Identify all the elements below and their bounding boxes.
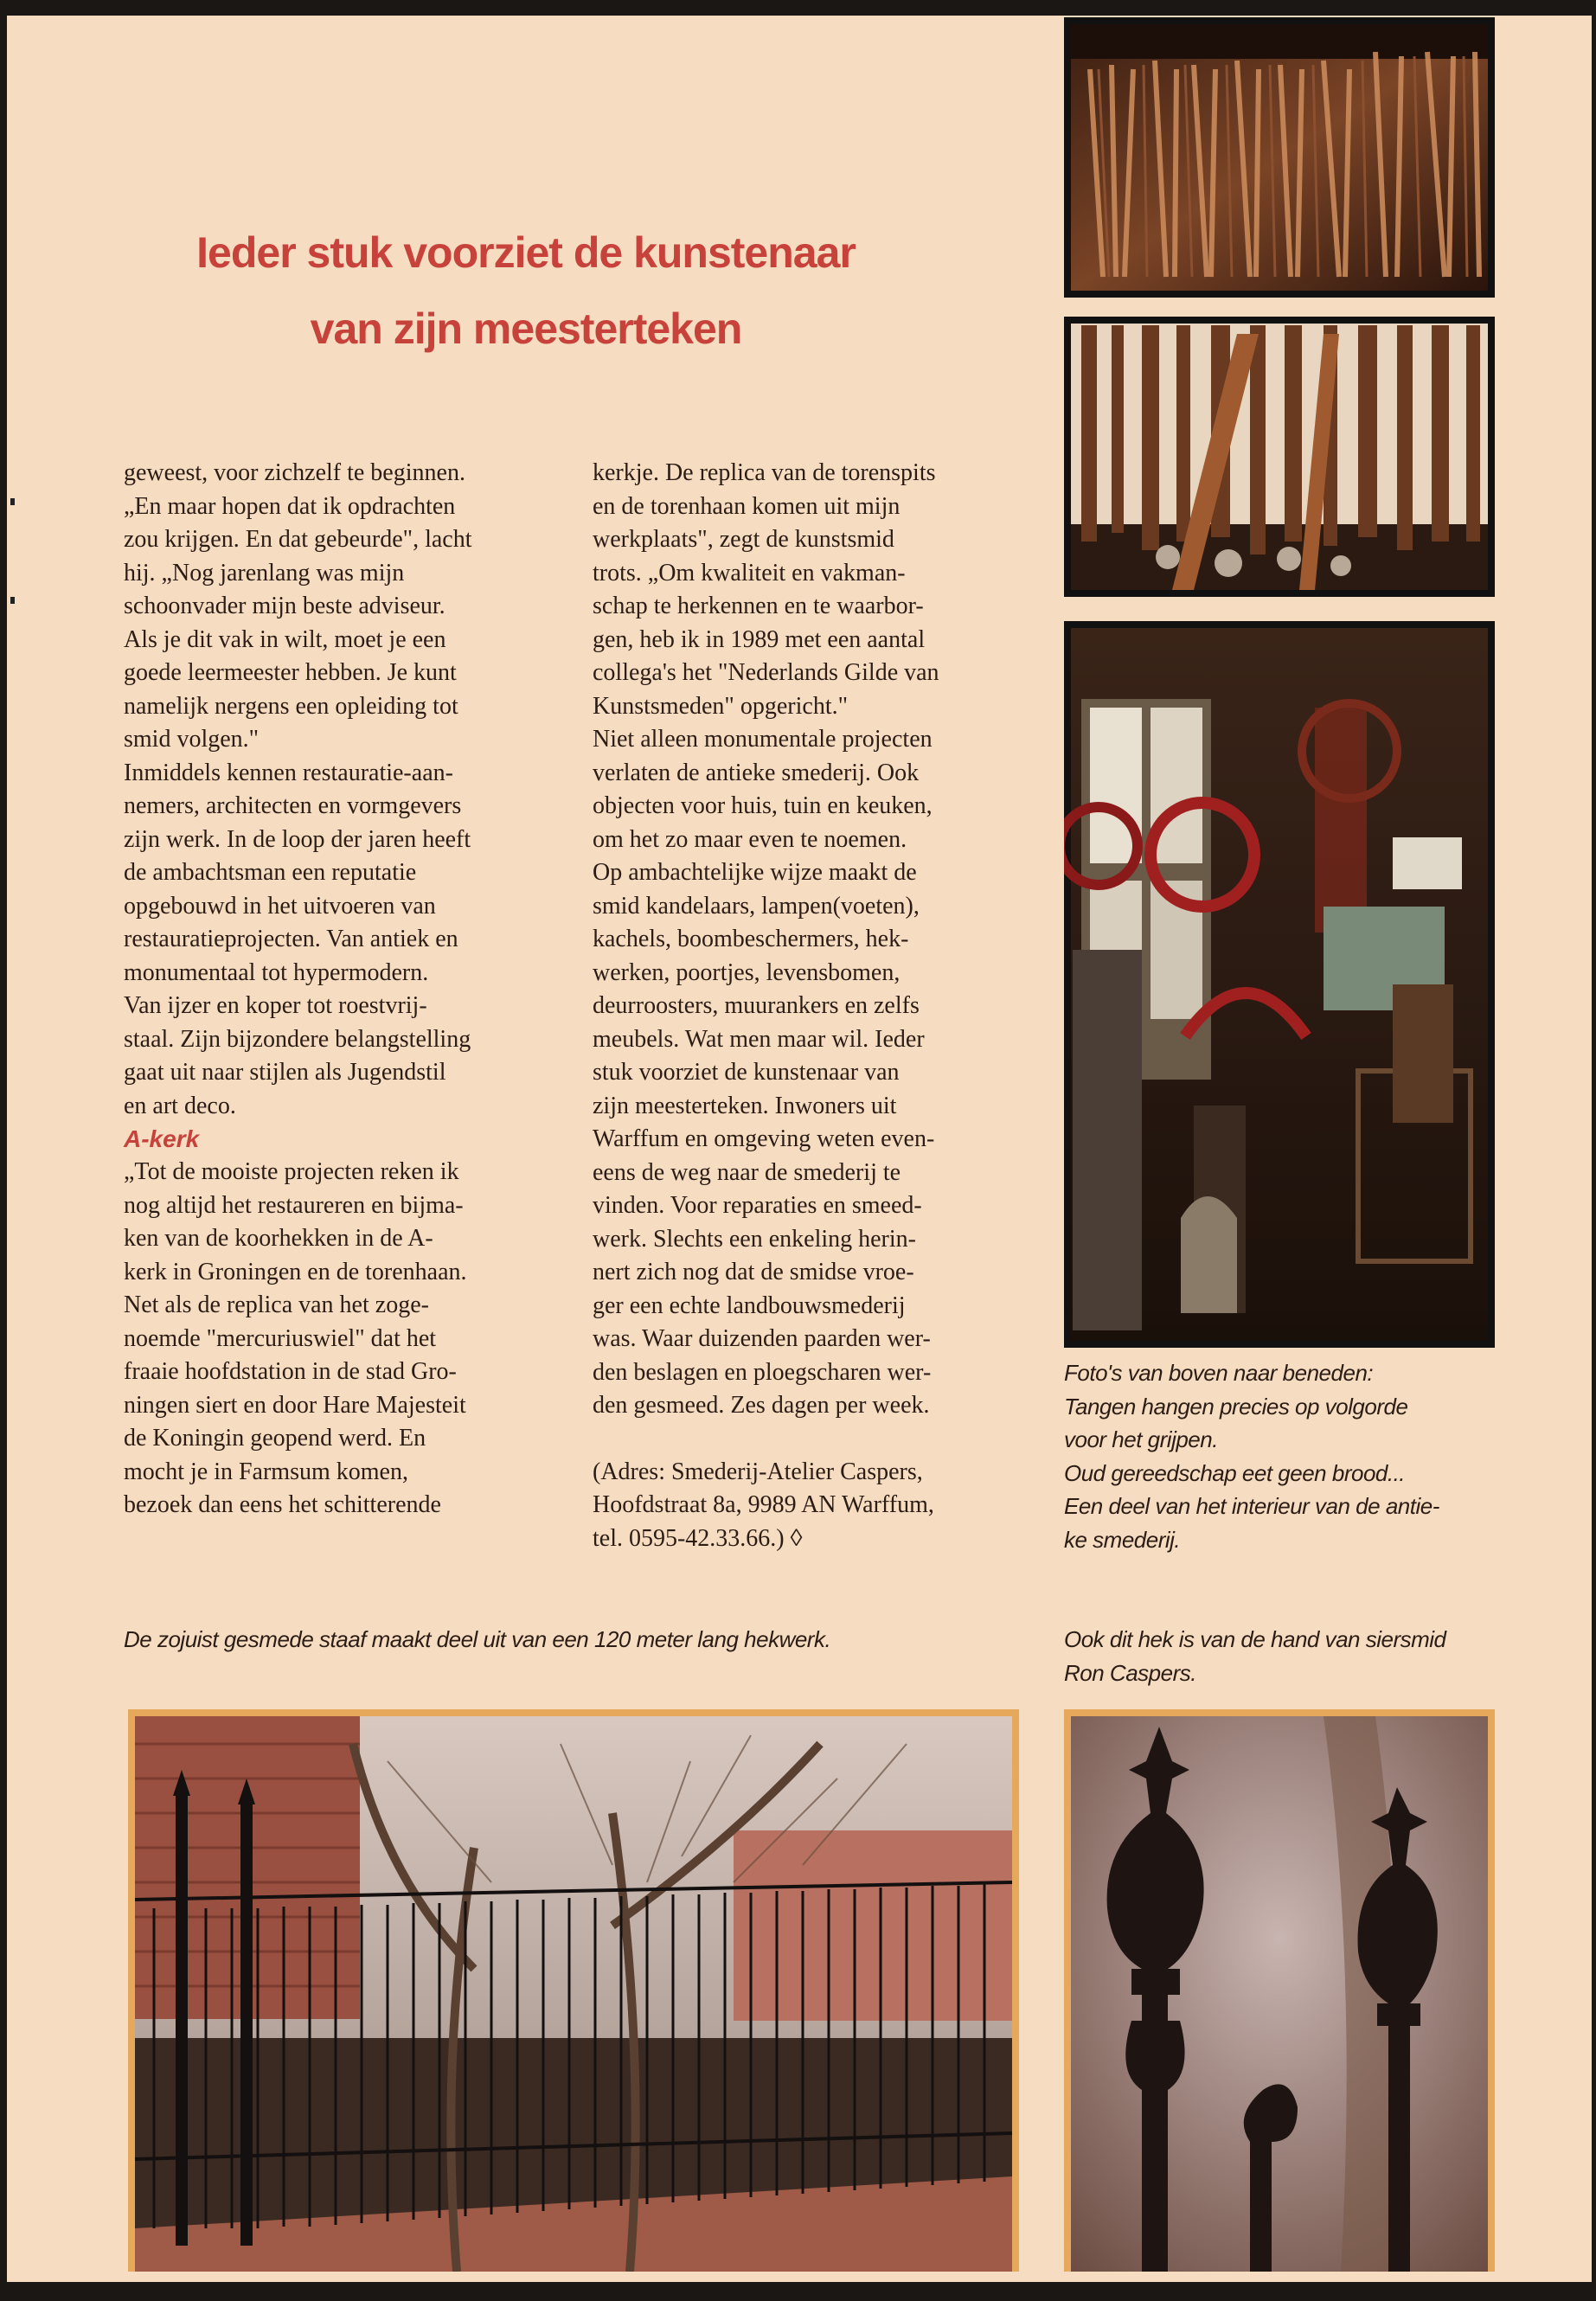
photo-hammers [1064,317,1495,597]
photo-tongs [1064,17,1495,298]
magazine-page [7,16,1592,2282]
paragraph: kerkje. De replica van de torenspits en de torenhaan komen uit mijn werkplaats", zegt de kunstsmid trots. „Om kwaliteit en vakman- schap te herkennen en te waarbor- gen, heb ik in 1989 met een aantal collega's het "Nederlands Gilde van Kunstsmeden" opgericht." [593,459,939,720]
caption-fence: De zojuist gesmede staaf maakt deel uit van een 120 meter lang hekwerk. [124,1626,831,1652]
paragraph: „Tot de mooiste projecten reken ik nog altijd het restaureren en bijma- ken van de koorhekken in de A- kerk in Groningen en de torenhaan. Net als de replica van het zoge- noemde "mercuriuswiel" dat het fraaie hoofdstation in de stad Gro- ningen siert en door Hare Majesteit de Koningin geopend werd. En mocht je in Farmsum komen, bezoek dan eens het schitterende [124,1158,467,1518]
paragraph: geweest, voor zichzelf te beginnen. „En maar hopen dat ik opdrachten zou krijgen. En dat gebeurde", lacht hij. „Nog jarenlang was mijn schoonvader mijn beste adviseur. Als je dit vak in wilt, moet je een goede leermeester hebben. Je kunt namelijk nergens een opleiding tot smid volgen." [124,459,472,753]
photo-smithy-interior [1064,621,1495,1348]
address: (Adres: Smederij-Atelier Caspers, Hoofdstraat 8a, 9989 AN Warffum, tel. 0595-42.33.66.) ◊ [593,1458,934,1552]
headline-line-1: Ieder stuk voorziet de kunstenaar [196,228,856,277]
paragraph: Inmiddels kennen restauratie-aan- nemers, architecten en vormgevers zijn werk. In de loop der jaren heeft de ambachtsman een reputatie opgebouwd in het uitvoeren van restauratieprojecten. Van antiek en monumentaal tot hypermodern. Van ijzer en koper tot roestvrij- staal. Zijn bijzondere belangstelling gaat uit naar stijlen als Jugendstil en art deco. [124,759,471,1119]
caption-finials: Ook dit hek is van de hand van siersmid Ron Caspers. [1064,1626,1446,1686]
photo-finials [1064,1709,1495,2272]
margin-mark [10,498,15,505]
paragraph: Niet alleen monumentale projecten verlaten de antieke smederij. Ook objecten voor huis, tuin en keuken, om het zo maar even te noemen. Op ambachtelijke wijze maakt de smid kandelaars, lampen(voeten), kachels, boombeschermers, hek- werken, poortjes, levensbomen, deurroosters, muurankers en zelfs meubels. Wat men maar wil. Ieder stuk voorziet de kunstenaar van zijn meesterteken. Inwoners uit Warffum en omgeving weten even- eens de weg naar de smederij te vinden. Voor reparaties en smeed- werk. Slechts een enkeling herin- nert zich nog dat de smidse vroe- ger een echte landbouwsmederij was. Waar duizenden paarden wer- den beslagen en ploegscharen wer- den gesmeed. Zes dagen per week. [593,726,935,1419]
subheading: A-kerk [124,1125,200,1152]
margin-mark [10,597,15,604]
photo-fence [128,1709,1019,2272]
caption-right-photos: Foto's van boven naar beneden: Tangen hangen precies op volgorde voor het grijpen. Oud gereedschap eet geen brood... Een deel van het interieur van de antie- ke smederij. [1064,1360,1439,1553]
text-column-1 [124,457,574,1522]
article-headline [137,215,915,367]
text-column-2 [593,457,1042,1555]
headline-line-2: van zijn meesterteken [310,304,742,353]
